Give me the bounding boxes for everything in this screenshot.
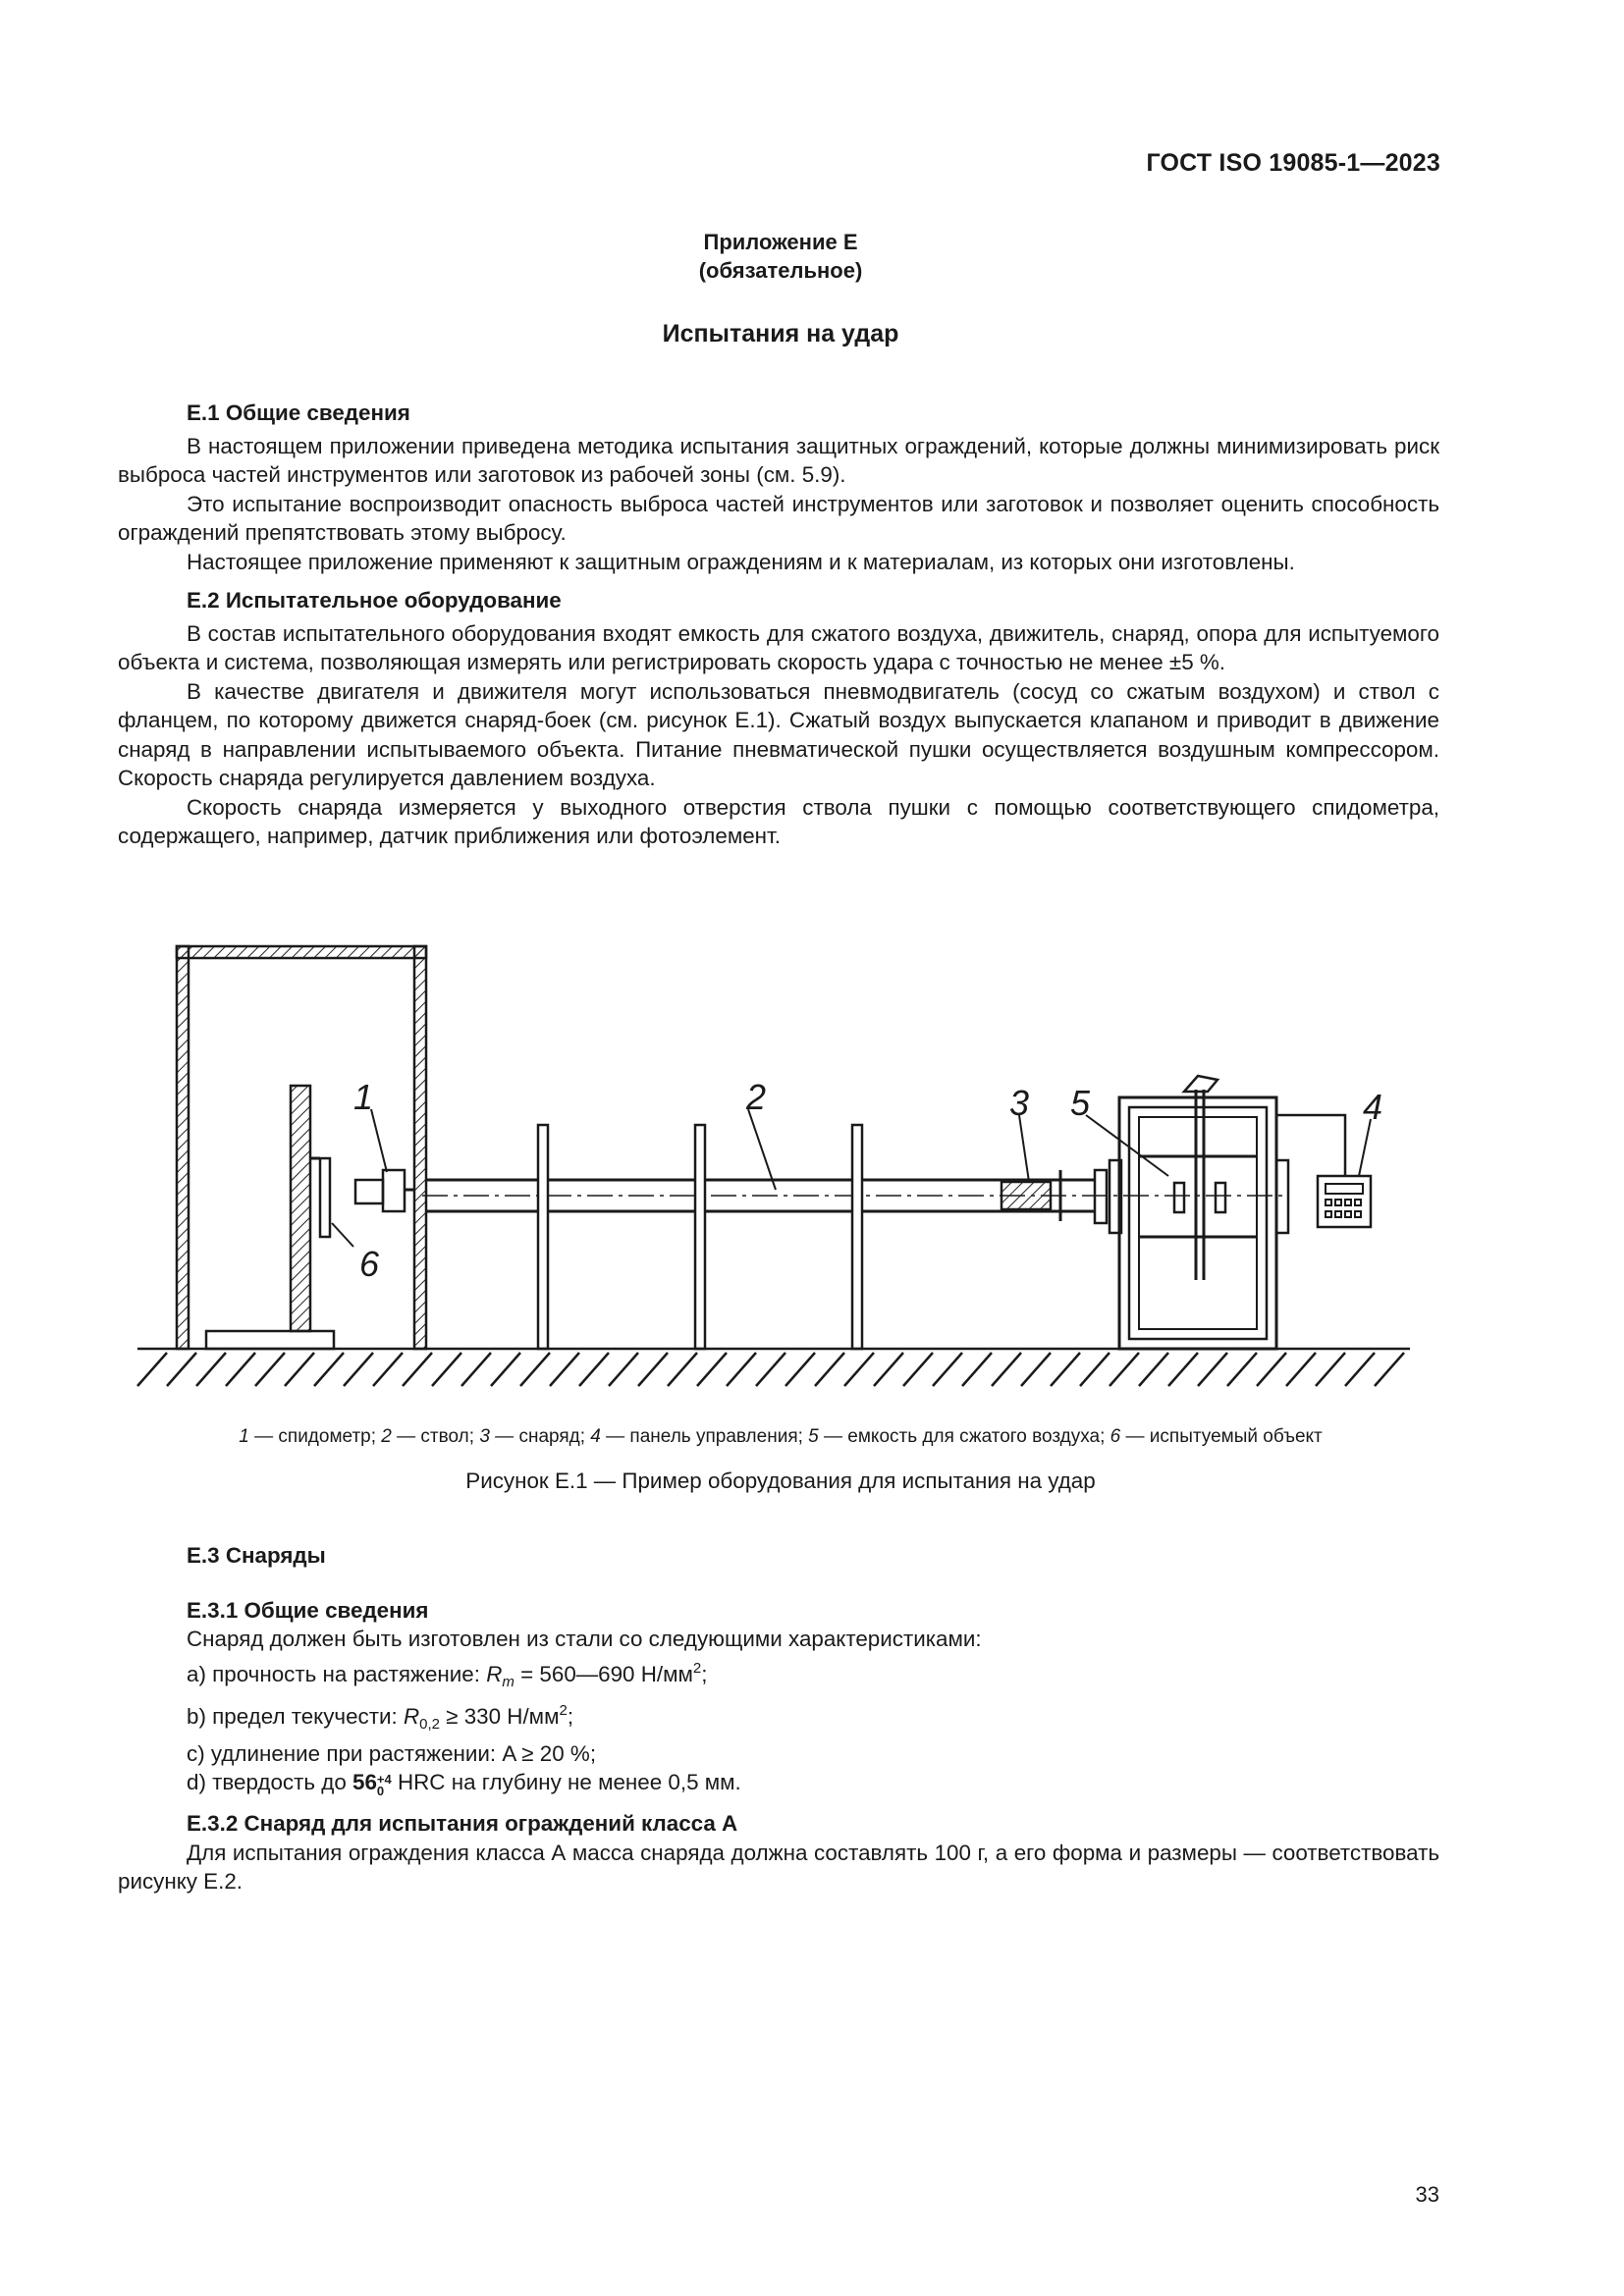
legend-num: 1 <box>239 1426 249 1447</box>
lower-tolerance: 0 <box>376 1784 385 1798</box>
superscript: 2 <box>559 1702 568 1719</box>
subscript: m <box>502 1673 514 1690</box>
section-e1-e2 <box>118 399 1439 861</box>
label-4: 4 <box>1363 1087 1383 1127</box>
section-e1-heading: Е.1 Общие сведения <box>187 400 410 425</box>
paragraph: Настоящее приложение применяют к защитным ограждениям и к материалам, из которых они изготовлены. <box>187 549 1295 574</box>
paragraph: Снаряд должен быть изготовлен из стали со следующими характеристиками: <box>187 1627 982 1651</box>
paragraph: В качестве двигателя и движителя могут использоваться пневмодвигатель (сосуд со сжатым воздухом) и ствол с фланцем, по которому движется снаряд-боек (см. рисунок Е.1). Сжатый воздух выпускается клапаном и приводит в движение снаряд в направлении испытываемого объекта. Питание пневматической пушки осуществляется воздушным компрессором. Скорость снаряда регулируется давлением воздуха. <box>118 678 1439 790</box>
section-e32-heading: Е.3.2 Снаряд для испытания ограждений класса А <box>187 1811 738 1836</box>
legend-text: — спидометр; <box>248 1426 382 1447</box>
legend-text: — испытуемый объект <box>1120 1426 1323 1447</box>
label-2: 2 <box>746 1077 767 1117</box>
compressed-air-tank <box>1110 1076 1288 1349</box>
list-item <box>187 1768 1439 1797</box>
paragraph: Это испытание воспроизводит опасность выброса частей инструментов или заготовок и позволяет оценить способность ограждений препятствовать этому выбросу. <box>118 491 1439 545</box>
page-number: 33 <box>1415 2182 1439 2207</box>
legend-num: 4 <box>590 1426 601 1447</box>
tolerance <box>377 1774 392 1797</box>
label-3: 3 <box>1009 1083 1030 1123</box>
text: ; <box>567 1704 574 1729</box>
legend-text: — панель управления; <box>600 1426 809 1447</box>
legend-num: 2 <box>381 1426 392 1447</box>
barrel-supports <box>538 1125 862 1349</box>
text: = 560—690 Н/мм <box>514 1661 693 1686</box>
label-5: 5 <box>1070 1083 1091 1123</box>
legend-text: — емкость для сжатого воздуха; <box>818 1426 1110 1447</box>
control-panel <box>1276 1115 1371 1227</box>
figure-legend <box>0 1426 1561 1448</box>
section-e3 <box>118 1541 1439 1896</box>
text: d) твердость до <box>187 1770 353 1794</box>
paragraph: В состав испытательного оборудования входят емкость для сжатого воздуха, движитель, снаряд, опора для испытуемого объекта и система, позволяющая измерять или регистрировать скорость удара с точностью не менее ±5 %. <box>118 620 1439 674</box>
document-number: ГОСТ ISO 19085-1—2023 <box>1146 149 1440 177</box>
speedometer <box>355 1170 414 1211</box>
section-e31-heading: Е.3.1 Общие сведения <box>187 1597 429 1623</box>
superscript: 2 <box>692 1659 702 1677</box>
section-e2-heading: Е.2 Испытательное оборудование <box>187 588 562 613</box>
hardness-value: 56 <box>352 1770 377 1794</box>
subscript: 0,2 <box>419 1716 440 1733</box>
annex-title: Испытания на удар <box>662 320 899 347</box>
label-6: 6 <box>359 1244 380 1284</box>
annex-status: (обязательное) <box>698 258 863 283</box>
test-object-support <box>206 1086 334 1349</box>
legend-num: 3 <box>479 1426 490 1447</box>
legend-text: — ствол; <box>391 1426 480 1447</box>
legend-text: — снаряд; <box>489 1426 591 1447</box>
list-item <box>187 1654 1439 1697</box>
list-item <box>187 1696 1439 1739</box>
annex-label: Приложение Е <box>703 230 858 254</box>
ground <box>137 1349 1410 1386</box>
paragraph: Скорость снаряда измеряется у выходного отверстия ствола пушки с помощью соответствующего спидометра, содержащего, например, датчик приближения или фотоэлемент. <box>118 794 1439 848</box>
legend-num: 5 <box>808 1426 819 1447</box>
section-e1 <box>118 399 1439 576</box>
text: b) предел текучести: <box>187 1704 404 1729</box>
paragraph: В настоящем приложении приведена методика испытания защитных ограждений, которые должны минимизировать риск выброса частей инструментов или заготовок из рабочей зоны (см. 5.9). <box>118 433 1439 487</box>
projectile <box>1001 1170 1107 1223</box>
text: a) прочность на растяжение: <box>187 1661 487 1686</box>
list-item: c) удлинение при растяжении: A ≥ 20 %; <box>187 1740 597 1766</box>
symbol: R <box>403 1704 420 1729</box>
text: HRC на глубину не менее 0,5 мм. <box>391 1770 741 1794</box>
section-e3-heading: Е.3 Снаряды <box>187 1543 326 1568</box>
text: ≥ 330 Н/мм <box>439 1704 560 1729</box>
figure-caption: Рисунок Е.1 — Пример оборудования для испытания на удар <box>465 1468 1096 1493</box>
text: ; <box>701 1661 708 1686</box>
symbol: R <box>486 1661 503 1686</box>
upper-tolerance: +4 <box>376 1772 392 1787</box>
section-e2 <box>118 586 1439 851</box>
label-1: 1 <box>353 1077 374 1117</box>
legend-num: 6 <box>1110 1426 1121 1447</box>
paragraph: Для испытания ограждения класса А масса снаряда должна составлять 100 г, а его форма и размеры — соответствовать рисунку Е.2. <box>118 1840 1439 1894</box>
annex-heading <box>0 228 1561 285</box>
impact-test-equipment-diagram <box>128 933 1424 1404</box>
